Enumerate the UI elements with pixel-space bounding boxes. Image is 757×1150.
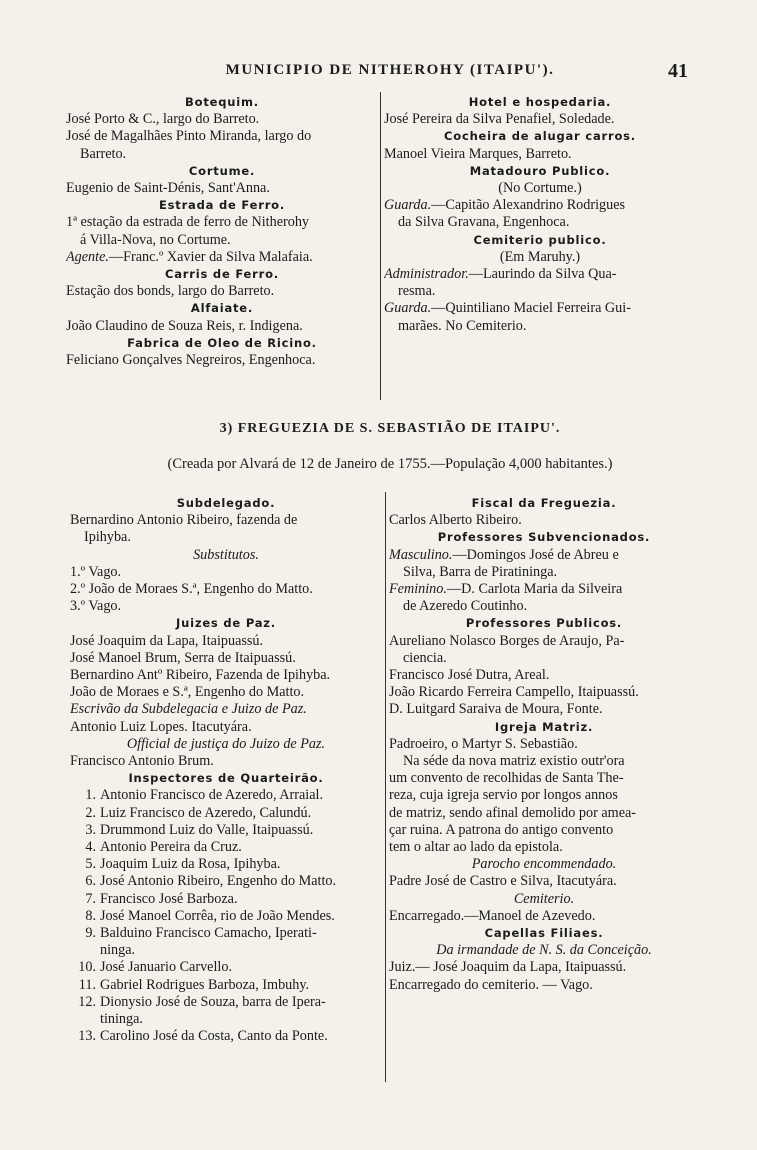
inspector-item — [70, 787, 382, 804]
inspector-number: 5. — [85, 856, 96, 873]
cemiterio-guarda — [384, 300, 696, 317]
guarda-name: —Capitão Alexandrino Rodrigues — [431, 197, 626, 214]
igreja-text-line: um convento de recolhidas de Santa The- — [389, 770, 624, 787]
official-heading: Official de justiça do Juizo de Paz. — [126, 735, 326, 752]
fabrica-heading: Fabrica de Oleo de Ricino. — [127, 335, 317, 350]
guarda-label: Guarda. — [384, 197, 432, 214]
inspector-text: Carolino José da Costa, Canto da Ponte. — [100, 1028, 328, 1045]
masculino-entry — [389, 547, 699, 564]
botequim-entry: José Porto & C., largo do Barreto. — [66, 111, 260, 128]
estrada-entry: 1ª estação da estrada de ferro de Nitherohy — [66, 214, 310, 231]
inspector-text: tininga. — [100, 1011, 143, 1028]
juiz-entry: José Manoel Brum, Serra de Itaipuassú. — [70, 649, 296, 666]
publico-entry: Francisco José Dutra, Areal. — [389, 667, 550, 684]
estrada-heading: Estrada de Ferro. — [158, 198, 286, 213]
agente-label: Agente. — [66, 248, 109, 265]
parocho-entry: Padre José de Castro e Silva, Itacutyára. — [389, 873, 617, 890]
publicos-heading: Professores Publicos. — [465, 616, 623, 631]
publico-entry-cont: ciencia. — [403, 649, 447, 666]
inspector-item-cont — [70, 1011, 382, 1028]
inspector-number: 10. — [78, 959, 96, 976]
inspector-number: 2. — [85, 804, 96, 821]
page-number: 41 — [668, 60, 688, 82]
cortume-entry: Eugenio de Saint-Dénis, Sant'Anna. — [66, 180, 270, 197]
igreja-padroeiro: Padroeiro, o Martyr S. Sebastião. — [389, 735, 578, 752]
igreja-text-line: de matriz, sendo afinal demolido por amea- — [389, 804, 637, 821]
hotel-entry: José Pereira da Silva Penafiel, Soledade. — [384, 111, 615, 128]
guarda-name: —Quintiliano Maciel Ferreira Gui- — [431, 300, 631, 317]
carris-heading: Carris de Ferro. — [165, 267, 279, 282]
juiz-entry: José Joaquim da Lapa, Itaipuassú. — [70, 632, 264, 649]
cemiterio-heading: Cemiterio. — [513, 890, 575, 907]
inspector-item — [70, 977, 382, 994]
matadouro-location: (No Cortume.) — [498, 180, 582, 197]
matadouro-heading: Matadouro Publico. — [469, 163, 611, 178]
botequim-heading: Botequim. — [185, 95, 259, 109]
cemiterio-administrador — [384, 266, 696, 283]
inspector-text: José Januario Carvello. — [100, 959, 232, 976]
matadouro-guarda-cont: da Silva Gravana, Engenhoca. — [398, 214, 570, 231]
inspector-text: ninga. — [100, 942, 136, 959]
inspector-item — [70, 908, 382, 925]
masculino-entry-cont: Silva, Barra de Piratininga. — [403, 563, 558, 580]
alfaiate-entry: João Claudino de Souza Reis, r. Indigena. — [66, 317, 303, 334]
estrada-agente — [66, 249, 378, 266]
subdelegado-entry: Bernardino Antonio Ribeiro, fazenda de — [70, 512, 298, 529]
inspector-item — [70, 839, 382, 856]
top-right-column — [384, 94, 696, 335]
substituto-item — [70, 598, 382, 615]
cemiterio-administrador-cont: resma. — [398, 283, 436, 300]
masculino-text: —Domingos José de Abreu e — [452, 546, 619, 563]
substituto-number: 2.º — [70, 581, 86, 598]
inspector-text: Francisco José Barboza. — [100, 890, 238, 907]
inspector-number: 3. — [85, 821, 96, 838]
cemiterio-publico-heading: Cemiterio publico. — [473, 232, 607, 247]
inspector-text: Antonio Pereira da Cruz. — [100, 839, 242, 856]
inspector-item — [70, 891, 382, 908]
inspector-text: Luiz Francisco de Azeredo, Calundú. — [100, 804, 312, 821]
igreja-text-line: tem o altar ao lado da epistola. — [389, 839, 563, 856]
official-entry: Francisco Antonio Brum. — [70, 753, 214, 770]
inspector-text: Drummond Luiz do Valle, Itaipuassú. — [100, 821, 314, 838]
fabrica-entry: Feliciano Gonçalves Negreiros, Engenhoca. — [66, 352, 316, 369]
inspector-text: José Manoel Corrêa, rio de João Mendes. — [100, 907, 335, 924]
inspector-number: 6. — [85, 873, 96, 890]
cocheira-entry: Manoel Vieira Marques, Barreto. — [384, 145, 572, 162]
column-divider-top — [380, 92, 381, 400]
igreja-text-line: çar ruina. A patrona do antigo convento — [389, 821, 614, 838]
inspector-number: 13. — [78, 1028, 96, 1045]
inspector-text: José Antonio Ribeiro, Engenho do Matto. — [100, 873, 337, 890]
cortume-heading: Cortume. — [188, 163, 256, 178]
subdelegado-heading: Subdelegado. — [176, 496, 276, 510]
inspector-item — [70, 925, 382, 942]
inspector-item — [70, 994, 382, 1011]
inspector-item — [70, 1028, 382, 1045]
section-subtitle: (Creada por Alvará de 12 de Janeiro de 1755.—População 4,000 habitantes.) — [167, 456, 613, 472]
cemiterio-location: (Em Maruhy.) — [499, 248, 581, 265]
inspector-number: 9. — [85, 925, 96, 942]
page-header: MUNICIPIO DE NITHEROHY (ITAIPU'). — [225, 62, 555, 78]
subvencionados-heading: Professores Subvencionados. — [437, 530, 651, 545]
inspector-item — [70, 873, 382, 890]
substituto-item — [70, 564, 382, 581]
substitutos-heading: Substitutos. — [193, 546, 259, 563]
inspector-item — [70, 959, 382, 976]
feminino-text: —D. Carlota Maria da Silveira — [446, 581, 623, 598]
escrivao-entry: Antonio Luiz Lopes. Itacutyára. — [70, 718, 252, 735]
inspector-text: Joaquim Luiz da Rosa, Ipihyba. — [100, 856, 281, 873]
inspector-text: Dionysio José de Souza, barra de Iperа- — [100, 993, 326, 1010]
inspector-text: Balduino Francisco Camacho, Iperati- — [100, 925, 317, 942]
hotel-heading: Hotel e hospedaria. — [468, 95, 612, 109]
inspector-item — [70, 822, 382, 839]
escrivao-heading: Escrivão da Subdelegacia e Juizo de Paz. — [70, 701, 307, 718]
inspector-item — [70, 856, 382, 873]
inspector-number: 12. — [78, 993, 96, 1010]
igreja-text-line: reza, cuja igreja servio por longos annos — [389, 787, 618, 804]
inspector-number: 11. — [78, 976, 96, 993]
publico-entry: D. Luitgard Saraiva de Moura, Fonte. — [389, 701, 603, 718]
inspector-number: 7. — [85, 890, 96, 907]
bottom-left-column — [70, 495, 382, 1046]
inspector-text: Antonio Francisco de Azeredo, Arraial. — [100, 787, 323, 804]
subdelegado-entry-cont: Ipihyba. — [84, 529, 131, 546]
encarregado-entry: Encarregado do cemiterio. — Vago. — [389, 976, 593, 993]
feminino-label: Feminino. — [389, 581, 447, 598]
column-divider-bottom — [385, 492, 386, 1082]
substituto-number: 3.º — [70, 598, 86, 615]
inspector-number: 4. — [85, 839, 96, 856]
administrador-label: Administrador. — [384, 266, 469, 283]
inspector-item-cont — [70, 942, 382, 959]
cemiterio-guarda-cont: marães. No Cemiterio. — [398, 317, 527, 334]
juizes-heading: Juizes de Paz. — [176, 616, 276, 631]
feminino-entry-cont: de Azeredo Coutinho. — [403, 598, 528, 615]
igreja-text-line: Na séde da nova matriz existio outr'ora — [403, 753, 625, 770]
capellas-heading: Capellas Filiaes. — [484, 926, 604, 941]
juiz-irmandade-entry: Juiz.— José Joaquim da Lapa, Itaipuassú. — [389, 959, 627, 976]
guarda-label: Guarda. — [384, 300, 432, 317]
substituto-text: Vago. — [88, 563, 122, 580]
masculino-label: Masculino. — [389, 546, 453, 563]
parocho-heading: Parocho encommendado. — [471, 856, 617, 873]
publico-entry: Aureliano Nolasco Borges de Araujo, Pa- — [389, 632, 625, 649]
bottom-right-column — [389, 495, 699, 994]
agente-name: —Franc.º Xavier da Silva Malafaia. — [108, 248, 313, 265]
substituto-item — [70, 581, 382, 598]
cemiterio-entry: Encarregado.—Manoel de Azevedo. — [389, 907, 596, 924]
matadouro-guarda — [384, 197, 696, 214]
fiscal-entry: Carlos Alberto Ribeiro. — [389, 512, 522, 529]
cocheira-heading: Cocheira de alugar carros. — [444, 129, 636, 144]
publico-entry: João Ricardo Ferreira Campello, Itaipuassú. — [389, 684, 639, 701]
irmandade-heading: Da irmandade de N. S. da Conceição. — [436, 942, 652, 959]
juiz-entry: Bernardino Antº Ribeiro, Fazenda de Ipihyba. — [70, 667, 331, 684]
administrador-name: —Laurindo da Silva Qua- — [468, 266, 617, 283]
feminino-entry — [389, 581, 699, 598]
igreja-heading: Igreja Matriz. — [494, 719, 594, 734]
inspector-text: Gabriel Rodrigues Barboza, Imbuhy. — [100, 976, 310, 993]
substituto-text: Vago. — [88, 598, 122, 615]
estrada-entry-cont: á Villa-Nova, no Cortume. — [80, 231, 231, 248]
inspector-item — [70, 805, 382, 822]
substituto-number: 1.º — [70, 563, 86, 580]
alfaiate-heading: Alfaiate. — [190, 301, 254, 316]
inspector-number: 1. — [85, 787, 96, 804]
juiz-entry: João de Moraes e S.ª, Engenho do Matto. — [70, 684, 305, 701]
substituto-text: João de Moraes S.ª, Engenho do Matto. — [88, 581, 313, 598]
carris-entry: Estação dos bonds, largo do Barreto. — [66, 283, 275, 300]
fiscal-heading: Fiscal da Freguezia. — [471, 496, 617, 510]
top-left-column — [66, 94, 378, 369]
botequim-entry-cont: Barreto. — [80, 145, 127, 162]
inspectores-heading: Inspectores de Quarteirão. — [128, 771, 324, 786]
botequim-entry: José de Magalhães Pinto Miranda, largo do — [66, 128, 312, 145]
section-title: 3) FREGUEZIA DE S. SEBASTIÃO DE ITAIPU'. — [219, 421, 561, 436]
inspector-number: 8. — [85, 907, 96, 924]
